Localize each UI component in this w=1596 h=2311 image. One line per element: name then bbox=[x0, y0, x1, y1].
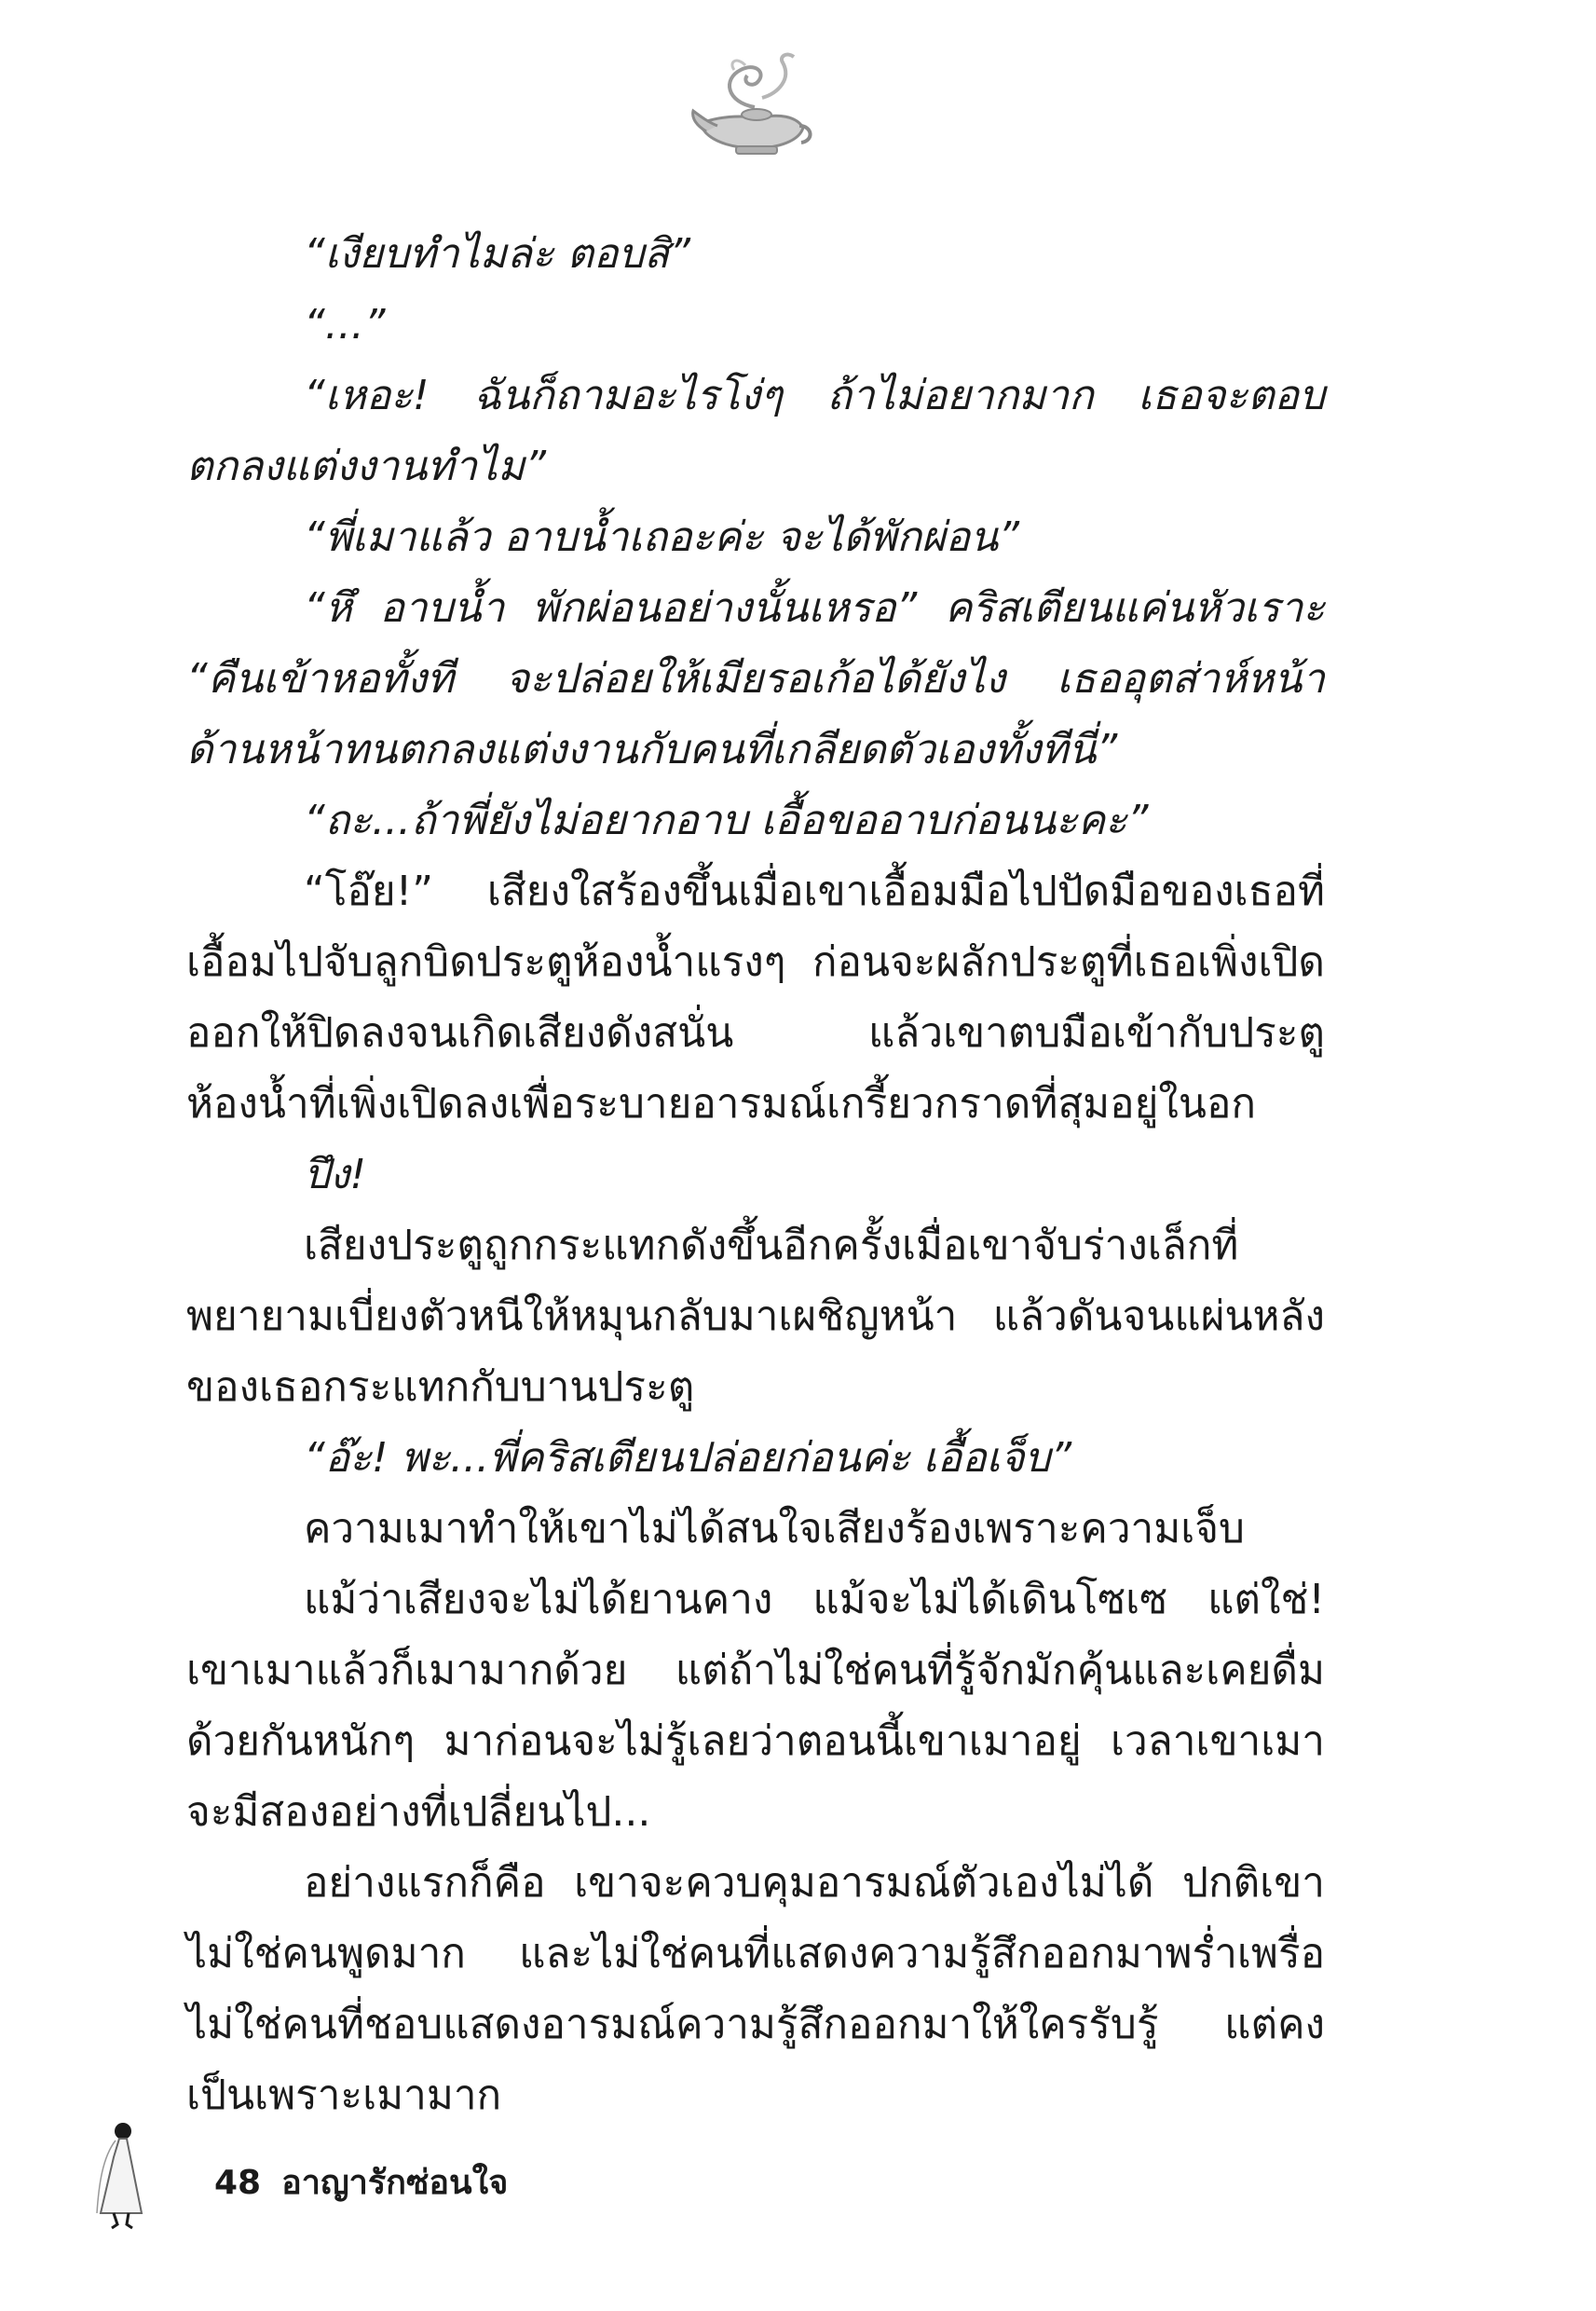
page-footer bbox=[93, 2120, 745, 2232]
paragraph: “เงียบทำไมล่ะ ตอบสิ” bbox=[304, 230, 691, 278]
paragraph: “พี่เมาแล้ว อาบน้ำเถอะค่ะ จะได้พักผ่อน” bbox=[304, 513, 1020, 561]
paragraph: แม้ว่าเสียงจะไม่ได้ยานคาง แม้จะไม่ได้เดินโซเซ แต่ใช่! เขาเมาแล้วก็เมามากด้วย แต่ถ้าไม่ใช่คนที่รู้จักมักคุ้นและเคยดื่มด้วยกันหนักๆ มาก่อนจะไม่รู้เลยว่าตอนนี้เขาเมาอยู่ เวลาเขาเมา จะมีสองอย่างที่เปลี่ยนไป... bbox=[186, 1576, 1325, 1836]
bride-silhouette-icon bbox=[93, 2120, 149, 2232]
paragraph: “อ๊ะ! พะ...พี่คริสเตียนปล่อยก่อนค่ะ เอื้อเจ็บ” bbox=[304, 1434, 1072, 1482]
paragraph: เสียงประตูถูกกระแทกดังขึ้นอีกครั้งเมื่อเขาจับร่างเล็กที่พยายามเบี่ยงตัวหนีให้หมุนกลับมาเผชิญหน้า แล้วดันจนแผ่นหลังของเธอกระแทกกับบานประตู bbox=[186, 1222, 1325, 1411]
paragraph: “...” bbox=[304, 301, 386, 349]
paragraph: “โอ๊ย!” เสียงใสร้องขึ้นเมื่อเขาเอื้อมมือไปปัดมือของเธอที่เอื้อมไปจับลูกบิดประตูห้องน้ำแรงๆ ก่อนจะผลักประตูที่เธอเพิ่งเปิดออกให้ปิดลงจนเกิดเสียงดังสนั่น แล้วเขาตบมือเข้ากับประตูห้องน้ำที่เพิ่งเปิดลงเพื่อระบายอารมณ์เกรี้ยวกราดที่สุมอยู่ในอก bbox=[186, 868, 1325, 1128]
footer-text bbox=[214, 2155, 508, 2208]
book-title: อาญารักซ่อนใจ bbox=[281, 2164, 509, 2202]
magic-lamp-icon bbox=[689, 51, 815, 163]
paragraph: อย่างแรกก็คือ เขาจะควบคุมอารมณ์ตัวเองไม่ได้ ปกติเขาไม่ใช่คนพูดมาก และไม่ใช่คนที่แสดงความรู้สึกออกมาพร่ำเพรื่อ ไม่ใช่คนที่ชอบแสดงอารมณ์ความรู้สึกออกมาให้ใครรับรู้ แต่คงเป็นเพราะเมามาก bbox=[186, 1859, 1325, 2119]
body-text bbox=[186, 219, 1325, 2131]
paragraph: ปึง! bbox=[304, 1151, 367, 1198]
paragraph: “หึ อาบน้ำ พักผ่อนอย่างนั้นเหรอ” คริสเตียนแค่นหัวเราะ “คืนเข้าหอทั้งที จะปล่อยให้เมียรอเก้อได้ยังไง เธออุตส่าห์หน้าด้านหน้าทนตกลงแต่งงานกับคนที่เกลียดตัวเองทั้งทีนี่” bbox=[186, 584, 1325, 773]
page-number: 48 bbox=[214, 2164, 262, 2202]
paragraph: “เหอะ! ฉันก็ถามอะไรโง่ๆ ถ้าไม่อยากมาก เธอจะตอบตกลงแต่งงานทำไม” bbox=[186, 372, 1325, 490]
paragraph: ความเมาทำให้เขาไม่ได้สนใจเสียงร้องเพราะความเจ็บ bbox=[304, 1505, 1245, 1552]
paragraph: “ถะ...ถ้าพี่ยังไม่อยากอาบ เอื้อขออาบก่อนนะคะ” bbox=[304, 797, 1149, 844]
